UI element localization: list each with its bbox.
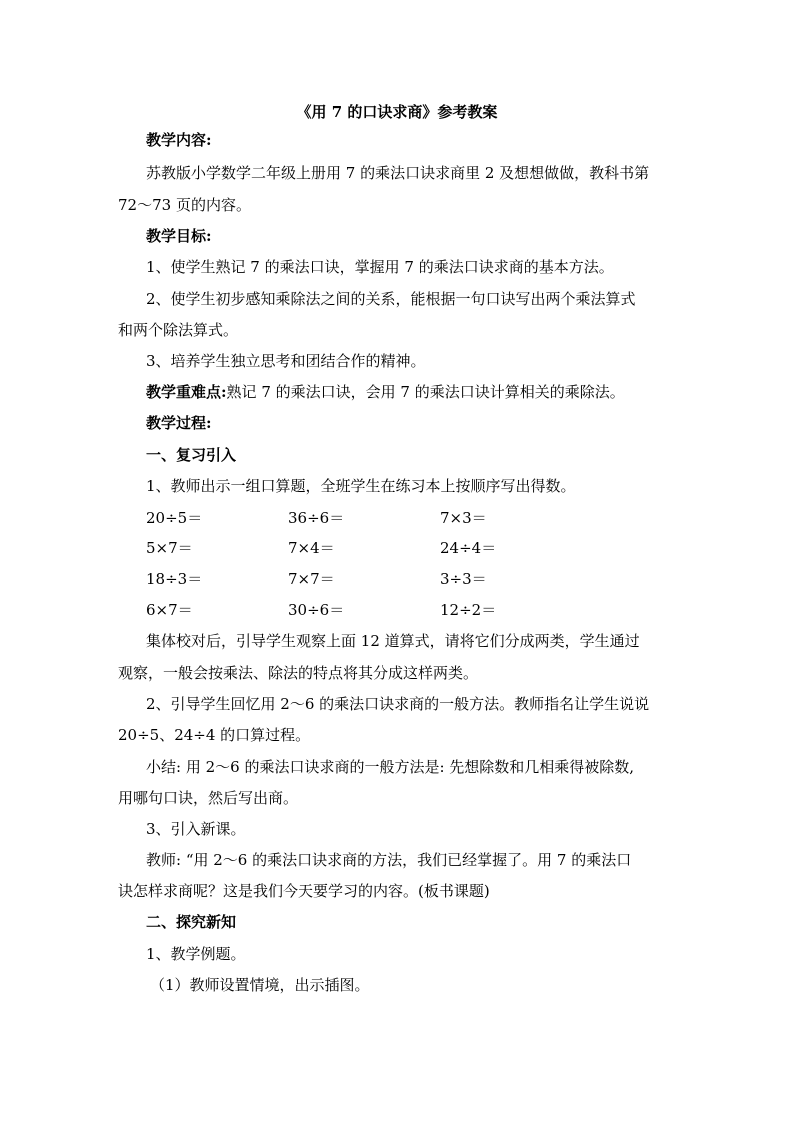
exercise-row [146,507,566,529]
goal-item: 3、培养学生独立思考和团结合作的精神。 [146,352,426,370]
goal-item: 2、使学生初步感知乘除法之间的关系，能根据一句口诀写出两个乘法算式 [146,290,636,308]
exercise-row [146,537,566,559]
exercise-cell: 6×7＝ [146,601,193,619]
step-item: 1、教学例题。 [146,945,246,963]
keypoints-line [146,381,706,403]
section-heading: 二、探究新知 [146,913,237,931]
step-item: 3、引入新课。 [146,820,246,838]
summary-line: 用哪句口诀，然后写出商。 [118,789,299,807]
keypoints-label: 教学重难点: [146,383,227,401]
goal-item: 1、使学生熟记 7 的乘法口诀，掌握用 7 的乘法口诀求商的基本方法。 [146,258,614,276]
exercise-cell: 12÷2＝ [440,601,497,619]
exercise-cell: 7×7＝ [288,570,335,588]
keypoints-text: 熟记 7 的乘法口诀，会用 7 的乘法口诀计算相关的乘除法。 [226,383,625,401]
paragraph-line: 观察，一般会按乘法、除法的特点将其分成这样两类。 [118,664,479,682]
exercise-row [146,568,566,590]
content-heading: 教学内容: [146,131,212,149]
exercise-row [146,599,566,621]
exercise-cell: 30÷6＝ [288,601,345,619]
teacher-line: 教师: “用 2～6 的乘法口诀求商的方法，我们已经掌握了。用 7 的乘法口 [146,851,632,869]
exercise-cell: 7×3＝ [440,509,487,527]
exercise-cell: 36÷6＝ [288,509,345,527]
summary-line: 小结: 用 2～6 的乘法口诀求商的一般方法是: 先想除数和几相乘得被除数, [146,758,635,776]
step-item: 2、引导学生回忆用 2～6 的乘法口诀求商的一般方法。教师指名让学生说说 [146,695,650,713]
paragraph-line: 集体校对后，引导学生观察上面 12 道算式，请将它们分成两类，学生通过 [146,632,640,650]
exercise-cell: 3÷3＝ [440,570,487,588]
step-subitem: （1）教师设置情境，出示插图。 [150,976,370,994]
exercise-cell: 5×7＝ [146,539,193,557]
exercise-cell: 20÷5＝ [146,509,203,527]
exercise-cell: 24÷4＝ [440,539,497,557]
goals-heading: 教学目标: [146,227,212,245]
teacher-line: 诀怎样求商呢？这是我们今天要学习的内容。(板书课题) [118,882,490,900]
exercise-cell: 18÷3＝ [146,570,203,588]
step-item: 20÷5、24÷4 的口算过程。 [118,726,311,744]
page-title: 《用 7 的口诀求商》参考教案 [296,103,498,121]
section-heading: 一、复习引入 [146,446,237,464]
goal-item: 和两个除法算式。 [118,321,239,339]
content-line: 72～73 页的内容。 [118,196,251,214]
exercise-cell: 7×4＝ [288,539,335,557]
process-heading: 教学过程: [146,414,212,432]
content-line: 苏教版小学数学二年级上册用 7 的乘法口诀求商里 2 及想想做做，教科书第 [146,164,650,182]
step-item: 1、教师出示一组口算题，全班学生在练习本上按顺序写出得数。 [146,477,576,495]
